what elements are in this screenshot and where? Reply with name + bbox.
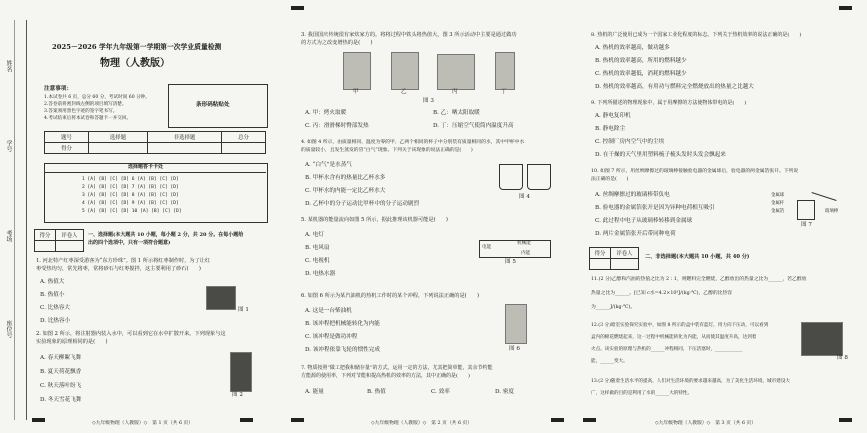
grader-box bbox=[589, 247, 639, 270]
q1-stem-2: 枣受热均匀，常先将枣，常将砂石与红枣搅拌，这主要利用了砂石( ) bbox=[36, 266, 201, 272]
page-2-footer: ◇九年级物理（人教版）◇ 第 2 页（共 6 页） bbox=[371, 421, 473, 426]
exam-title: 2025－2026 学年九年级第一学期第一次学业质量检测 bbox=[52, 43, 222, 51]
figure-3a-image bbox=[343, 52, 371, 90]
figure-5-label: 内能 bbox=[521, 251, 531, 256]
q12-stem-2: 盒内的棉花燃烧起来，这一过程中机械能转化为内能，从而使其温度升高，达到着 bbox=[591, 335, 757, 340]
scan-mark bbox=[839, 418, 852, 422]
grader-score-cell[interactable] bbox=[35, 241, 56, 252]
grader-name-cell[interactable] bbox=[55, 241, 83, 252]
score-head-choice: 选择题 bbox=[88, 132, 147, 143]
section-2-heading: 二、非选择题(本大题共 10 小题，共 40 分) bbox=[645, 254, 750, 260]
q12-stem-3: 火点。该实验的原理与热机的______冲程相同，下压活塞时，____________ bbox=[591, 347, 743, 352]
q9-option[interactable]: C. 控制厂房内空气中的尘埃 bbox=[595, 139, 665, 145]
page-1 bbox=[0, 0, 283, 433]
scan-mark bbox=[32, 418, 45, 422]
figure-8-photo bbox=[801, 322, 843, 356]
score-cell[interactable] bbox=[88, 143, 147, 154]
figure-1-caption: 图 1 bbox=[238, 307, 249, 313]
figure-5-label: 电能 bbox=[482, 245, 492, 250]
scan-mark bbox=[240, 418, 253, 422]
figure-8-caption: 图 8 bbox=[837, 355, 848, 361]
figure-7-rod bbox=[811, 192, 836, 201]
q5-option[interactable]: D. 电热水器 bbox=[305, 271, 336, 277]
figure-6-engine bbox=[505, 304, 527, 344]
notice-line: 3.答案须用黑色字迹的签字笔书写。 bbox=[44, 109, 118, 114]
q5-option[interactable]: A. 电灯 bbox=[305, 232, 324, 238]
notice-heading: 注意事项： bbox=[44, 86, 72, 92]
q7-option[interactable]: C. 效率 bbox=[431, 389, 450, 395]
q10-stem-2: 法正确的是( ) bbox=[591, 177, 629, 182]
grader-score-cell[interactable] bbox=[590, 259, 611, 270]
scan-mark bbox=[291, 6, 304, 10]
q2-option[interactable]: C. 秋天落叶纷飞 bbox=[40, 383, 82, 389]
q3-option[interactable]: D. 丁：压缩空气使筒内温度升高 bbox=[433, 123, 514, 129]
q4-option[interactable]: C. 甲杯水的内能一定比乙杯水大 bbox=[305, 188, 386, 194]
figure-3-label: 丁 bbox=[501, 89, 507, 95]
figure-3-caption: 图 3 bbox=[423, 98, 434, 104]
q7-stem-2: 方能源的使用率，下列对节能和提高热机的效率的方法，其中正确的是( ) bbox=[301, 373, 470, 379]
grader-name-label: 评卷人 bbox=[55, 230, 83, 241]
score-head-nonchoice: 非选择题 bbox=[147, 132, 221, 143]
page-3-footer: ◇九年级物理（人教版）◇ 第 3 页（共 6 页） bbox=[655, 421, 757, 426]
q8-stem: 8. 热机的广泛使用已成为一个国家工业化程度的标志。下列关于热机效率的说法正确的是( ) bbox=[591, 32, 802, 38]
notice-line: 4.考试结束后将本试卷和答题卡一并交回。 bbox=[44, 116, 132, 121]
binding-line bbox=[26, 20, 27, 420]
section-1-heading: 一、选择题(本大题共 10 小题，每小题 2 分，共 20 分。在每小题给 bbox=[88, 232, 244, 238]
q1-option[interactable]: C. 比热容大 bbox=[40, 305, 71, 311]
answer-card-title: 选择题答卡卡处 bbox=[128, 164, 164, 170]
answer-row[interactable]: 4 [A] [B] [C] [D] 9 [A] [B] [C] [D] bbox=[82, 201, 179, 206]
margin-room-label: 考场 bbox=[5, 230, 12, 242]
q5-option[interactable]: B. 电风扇 bbox=[305, 245, 330, 251]
figure-2-caption: 图 2 bbox=[232, 392, 243, 398]
barcode-label: 条形码粘贴处 bbox=[196, 102, 230, 108]
q1-option[interactable]: A. 热值大 bbox=[40, 279, 65, 285]
score-head-no: 题号 bbox=[45, 132, 89, 143]
q2-stem: 2. 如图 2 所示，将注射器内装入水中，可以看到它在水中扩散开来。下列现象与这 bbox=[36, 331, 226, 337]
q11-stem-3: 为______J/(kg·℃)。 bbox=[591, 305, 636, 310]
answer-row[interactable]: 3 [A] [B] [C] [D] 8 [A] [B] [C] [D] bbox=[82, 193, 179, 198]
q1-option[interactable]: B. 热值小 bbox=[40, 292, 65, 298]
q10-option[interactable]: C. 此过程中电子从玻璃棒转移到金属球 bbox=[595, 218, 693, 224]
figure-2-photo bbox=[230, 352, 252, 392]
q2-option[interactable]: A. 春天柳絮飞舞 bbox=[40, 355, 82, 361]
scan-mark bbox=[291, 418, 304, 422]
figure-3c-image bbox=[437, 54, 475, 90]
grader-score-label: 得分 bbox=[35, 230, 56, 241]
q2-option[interactable]: D. 冬天雪花飞舞 bbox=[40, 397, 82, 403]
q10-option[interactable]: A. 丝绸摩擦过的玻璃棒带负电 bbox=[595, 192, 670, 198]
score-head-total: 总分 bbox=[221, 132, 265, 143]
q3-option[interactable]: B. 乙：晒太阳取暖 bbox=[433, 110, 480, 116]
q3-option[interactable]: A. 甲：烤火取暖 bbox=[305, 110, 347, 116]
figure-7-electroscope bbox=[797, 200, 815, 220]
binding-line-dashed bbox=[14, 20, 15, 420]
q11-stem: 11.(2 分)乙醇和汽油的热值之比为 2∶1，则燃料完全燃烧，乙醇放出的热量之比为______，若乙醇放 bbox=[591, 277, 807, 282]
q7-option[interactable]: B. 热值 bbox=[367, 389, 386, 395]
answer-row[interactable]: 5 [A] [B] [C] [D] 10 [A] [B] [C] [D] bbox=[82, 209, 182, 214]
figure-3-label: 甲 bbox=[353, 89, 359, 95]
grader-name-label: 评卷人 bbox=[610, 248, 638, 259]
figure-3-label: 丙 bbox=[452, 89, 458, 95]
figure-7-label: 金属箔 bbox=[771, 209, 785, 214]
q4-option[interactable]: B. 甲杯水含有的热量比乙杯水多 bbox=[305, 175, 386, 181]
page-2 bbox=[283, 0, 575, 433]
q7-option[interactable]: A. 能量 bbox=[305, 389, 324, 395]
margin-seat-label: 座位号 bbox=[5, 320, 12, 338]
q2-stem-2: 实验现象的原理相同的是( ) bbox=[36, 339, 108, 345]
q11-stem-2: 热量之比为______。[已知 c水=4.2×10³J/(kg·℃)，乙醇的比热容 bbox=[591, 291, 733, 296]
answer-row[interactable]: 2 [A] [B] [C] [D] 7 [A] [B] [C] [D] bbox=[82, 185, 179, 190]
q7-stem: 7. 物质按照“做工把我和储存量”的方式，运用一定的方法，尤其把简单能，其余节约能 bbox=[301, 365, 493, 371]
q6-option[interactable]: A. 这是一台柴油机 bbox=[305, 308, 352, 314]
q9-option[interactable]: B. 静电除尘 bbox=[595, 126, 626, 132]
margin-id-label: 学号 bbox=[5, 140, 12, 152]
q10-option[interactable]: D. 两片金属箔张开后带同种电荷 bbox=[595, 231, 676, 237]
q4-stem: 4. 如图 4 所示，由质量相同、温度为零的甲、乙两个相同的杯子中分别装有质量相同的水，其中甲杯中水 bbox=[301, 140, 525, 145]
q13-stem-2: 广，这样做的目的是利用了水的______大的特性。 bbox=[591, 391, 693, 396]
figure-4-cup-b bbox=[527, 164, 551, 190]
q12-stem: 12.(3 分)暗室实验探究实验中，如图 8 所示的盒中装有蓝灯，用力向下压动，可以看到 bbox=[591, 323, 769, 328]
exam-subtitle: 物理（人教版） bbox=[100, 58, 170, 69]
q5-stem: 5. 某机器的能量流向如图 5 所示，据此推理该机器可能是( ) bbox=[301, 217, 448, 223]
page-3 bbox=[575, 0, 867, 433]
figure-6-caption: 图 6 bbox=[509, 346, 520, 352]
score-row-label: 得分 bbox=[45, 143, 89, 154]
q10-option[interactable]: B. 验电器的金属箔张开是因为异种电荷相互吸引 bbox=[595, 205, 715, 211]
score-table bbox=[44, 131, 266, 154]
q4-option[interactable]: A. “白气”是水蒸气 bbox=[305, 162, 352, 168]
figure-4-cup-a bbox=[499, 164, 523, 190]
answer-row[interactable]: 1 [A] [B] [C] [D] 6 [A] [B] [C] [D] bbox=[82, 177, 179, 182]
figure-4-caption: 图 4 bbox=[519, 194, 530, 200]
figure-3b-image bbox=[391, 52, 419, 90]
q6-option[interactable]: B. 该冲程把机械能转化为内能 bbox=[305, 321, 380, 327]
q8-option[interactable]: D. 热机的效率越高，有用功与燃料完全燃烧放出的热量之比越大 bbox=[595, 84, 754, 90]
q1-stem: 1. 河北特产红枣深受游客为“东方珍珠”。图 1 所示将红枣制作时，为了让红 bbox=[36, 258, 211, 264]
answer-card-divider bbox=[44, 172, 266, 173]
q7-option[interactable]: D. 密度 bbox=[495, 389, 515, 395]
q13-stem: 13.(2 分)随着生活水平的提高，人们对生活环境的要求越来越高，为了美化生活环境，城市建设大 bbox=[591, 379, 791, 384]
grader-box bbox=[34, 229, 84, 252]
q8-option[interactable]: A. 热机的效率越高，做功越多 bbox=[595, 45, 670, 51]
section-1-heading-2: 出的四个选项中，只有一项符合题意) bbox=[88, 240, 171, 246]
scan-mark bbox=[583, 418, 596, 422]
q3-stem-2: 的方式为之改变增热的是( ) bbox=[301, 40, 373, 46]
q2-option[interactable]: B. 夏天荷花飘香 bbox=[40, 369, 82, 375]
q6-stem: 6. 如图 6 所示为某汽油机的热机工作时的某个冲程，下列说法正确的是( ) bbox=[301, 293, 480, 299]
page-1-footer: ◇九年级物理（人教版）◇ 第 1 页（共 6 页） bbox=[92, 421, 194, 426]
q9-option[interactable]: D. 在干燥的天气里用塑料梳子梳头发时头发会飘起来 bbox=[595, 152, 726, 158]
q9-option[interactable]: A. 静电复印机 bbox=[595, 113, 631, 119]
scan-mark bbox=[839, 6, 852, 10]
q9-stem: 9. 下列所描述的物理现象中，属于用摩擦的方法使物体带电的是( ) bbox=[591, 100, 747, 106]
score-cell[interactable] bbox=[147, 143, 221, 154]
figure-5-label: 机械能 bbox=[517, 241, 531, 246]
figure-3-label: 乙 bbox=[401, 89, 407, 95]
scan-mark bbox=[551, 418, 564, 422]
q4-option[interactable]: D. 乙杯中的分子运动比甲杯中的分子运动剧烈 bbox=[305, 201, 420, 207]
score-cell[interactable] bbox=[221, 143, 265, 154]
q6-option[interactable]: C. 该冲程是做功冲程 bbox=[305, 334, 358, 340]
q8-option[interactable]: C. 热机的效率越低，消耗的燃料越少 bbox=[595, 71, 687, 77]
figure-7-caption: 图 7 bbox=[801, 222, 812, 228]
notice-line: 1.本试卷共 6 页，总分 60 分，考试时间 60 分钟。 bbox=[44, 95, 150, 100]
notice-line: 2.答卷前将密封线左侧的项目填写清楚。 bbox=[44, 102, 127, 107]
q5-option[interactable]: C. 电视机 bbox=[305, 258, 330, 264]
q4-stem-2: 的质量较小，且发生蒸发的冒“白气”现象。下列关于该现象的说法正确的是( ) bbox=[301, 148, 473, 153]
q3-stem: 3. 我国国庆传统很有家炊家方的。将将过程中铁头将热值大，图 3 所示活动中主要是通过做功 bbox=[301, 32, 517, 38]
figure-5-caption: 图 5 bbox=[505, 259, 516, 265]
margin-name-label: 姓名 bbox=[5, 60, 12, 72]
q1-option[interactable]: D. 比热容小 bbox=[40, 318, 71, 324]
figure-7-label: 金属杆 bbox=[771, 201, 785, 206]
grader-score-label: 得分 bbox=[590, 248, 611, 259]
figure-1-photo bbox=[206, 286, 236, 310]
grader-name-cell[interactable] bbox=[610, 259, 638, 270]
q3-option[interactable]: C. 丙：滑滑梯时臀部发热 bbox=[305, 123, 369, 129]
figure-7-label: 玻璃棒 bbox=[825, 209, 839, 214]
q12-stem-4: 能，______变大。 bbox=[591, 359, 628, 364]
figure-3d-image bbox=[495, 52, 515, 90]
q8-option[interactable]: B. 热机的效率越高，所用的燃料越少 bbox=[595, 58, 687, 64]
q10-stem: 10. 如图 7 所示，用丝绸摩擦过的玻璃棒接触验电器的金属球后，验电器的两金属箔张开。下列说 bbox=[591, 169, 799, 174]
figure-7-label: 金属球 bbox=[771, 193, 785, 198]
q6-option[interactable]: D. 该冲程依靠飞轮的惯性完成 bbox=[305, 347, 380, 353]
